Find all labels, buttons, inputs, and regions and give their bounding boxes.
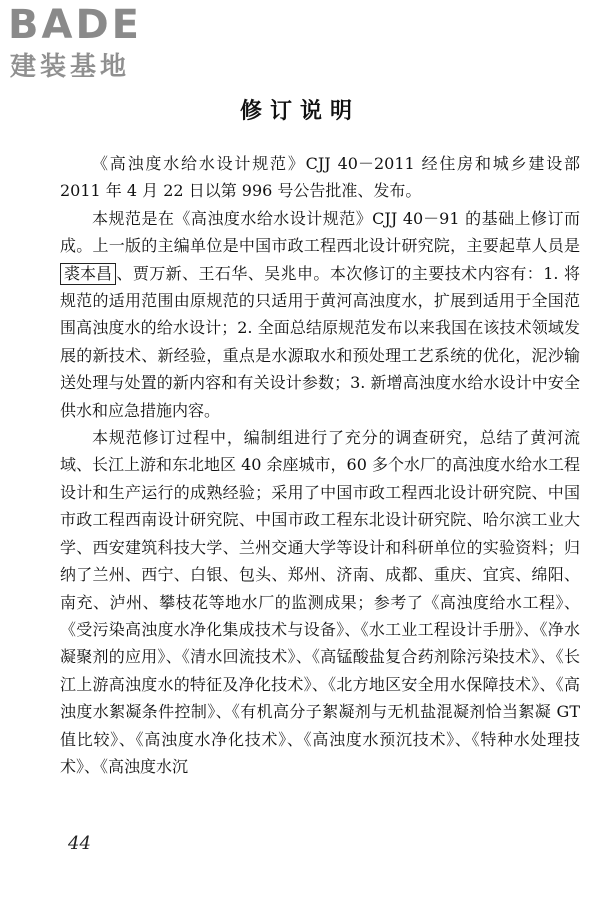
bade-logo xyxy=(8,4,178,84)
page-title: 修订说明 xyxy=(239,98,360,124)
page-number: 44 xyxy=(68,833,91,854)
paragraph-3: 本规范修订过程中，编制组进行了充分的调查研究，总结了黄河流域、长江上游和东北地区 40 余座城市，60 多个水厂的高浊度水给水工程设计和生产运行的成熟经验；采用了中国市政工程西北设计研究院、中国市政工程西南设计研究院、中国市政工程东北设计研究院、哈尔滨工业大学、西安建筑科技大学、兰州交通大学等设计和科研单位的实验资料；归纳了兰州、西宁、白银、包头、郑州、济南、成都、重庆、宜宾、绵阳、南充、泸州、攀枝花等地水厂的监测成果；参考了《高浊度给水工程》、《受污染高浊度水净化集成技术与设备》、《水工业工程设计手册》、《净水凝聚剂的应用》、《清水回流技术》、《高锰酸盐复合药剂除污染技术》、《长江上游高浊度水的特征及净化技术》、《北方地区安全用水保障技术》、《高浊度水絮凝条件控制》、《有机高分子絮凝剂与无机盐混凝剂恰当絮凝 GT 值比较》、《高浊度水净化技术》、《高浊度水预沉技术》、《特种水处理技术》、《高浊度水沉 xyxy=(60,428,580,776)
logo-brand: BADE xyxy=(8,2,142,48)
paragraph-2 xyxy=(60,205,580,424)
paragraph-2-text-start: 本规范是在《高浊度水给水设计规范》CJJ 40－91 的基础上修订而成。上一版的主编单位是中国市政工程西北设计研究院，主要起草人员是 xyxy=(60,208,580,256)
logo-subtitle: 建装基地 xyxy=(10,52,131,82)
document-body xyxy=(60,150,580,780)
paragraph-2-text-end: 、贾万新、王石华、吴兆申。本次修订的主要技术内容有：1. 将规范的适用范围由原规范的只适用于黄河高浊度水，扩展到适用于全国范围高浊度水的给水设计；2. 全面总结原规范发布以来我国在该技术领域发展的新技术、新经验，重点是水源取水和预处理工艺系统的优化，泥沙输送处理与处置的新内容和有关设计参数；3. 新增高浊度水给水设计中安全供水和应急措施内容。 xyxy=(60,263,580,420)
paragraph-1: 《高浊度水给水设计规范》CJJ 40－2011 经住房和城乡建设部 2011 年 4 月 22 日以第 996 号公告批准、发布。 xyxy=(60,154,580,201)
boxed-name: 裘本昌 xyxy=(60,263,116,285)
